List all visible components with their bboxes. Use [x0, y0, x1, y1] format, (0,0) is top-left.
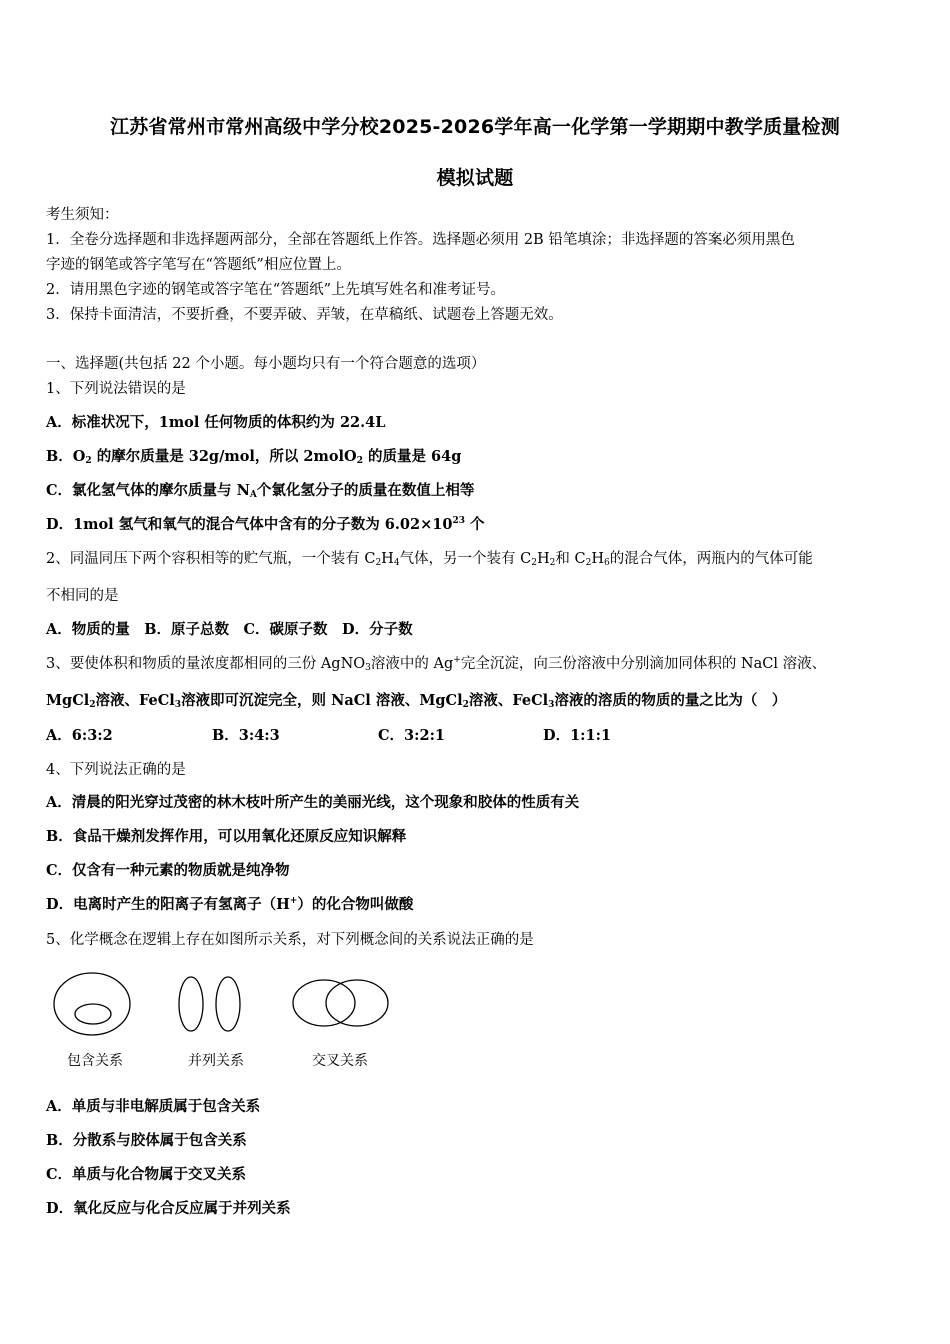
q1-option-a: A．标准状况下，1mol 任何物质的体积约为 22.4L	[46, 414, 386, 431]
q3-option-b: B．3:4:3	[212, 727, 280, 744]
q5-option-b: B．分散系与胶体属于包含关系	[46, 1132, 247, 1149]
parallel-left-ellipse	[179, 977, 203, 1031]
diagram-label-inclusion: 包含关系	[67, 1053, 123, 1069]
q5-option-d: D．氧化反应与化合反应属于并列关系	[46, 1200, 291, 1217]
inclusion-inner-ellipse	[75, 1004, 111, 1024]
q3-option-d: D．1:1:1	[543, 727, 612, 744]
q5-stem: 5、化学概念在逻辑上存在如图所示关系，对下列概念间的关系说法正确的是	[46, 932, 534, 948]
q3-stem-line-1: 3、要使体积和物质的量浓度都相同的三份 AgNO$_3$溶液中的 Ag+完全沉淀，向三份溶液中分别滴加同体积的 NaCl 溶液、	[46, 655, 827, 673]
q5-option-a: A．单质与非电解质属于包含关系	[46, 1098, 261, 1115]
q3-option-c: C．3:2:1	[378, 727, 446, 744]
q4-option-c: C．仅含有一种元素的物质就是纯净物	[46, 862, 290, 879]
q1-option-b: B．$O_2$ 的摩尔质量是 32g/mol，所以 2molO$_2$ 的质量是 64g	[46, 448, 462, 466]
diagram-label-intersect: 交叉关系	[312, 1053, 368, 1069]
diagram-label-parallel: 并列关系	[188, 1053, 244, 1069]
q4-option-d: D．电离时产生的阳离子有氢离子（H+）的化合物叫做酸	[46, 896, 414, 913]
relationship-diagram	[46, 964, 406, 1044]
parallel-right-ellipse	[216, 977, 240, 1031]
q2-stem-line-2: 不相同的是	[46, 588, 119, 604]
q2-options: A．物质的量 B．原子总数 C．碳原子数 D．分子数	[46, 621, 413, 638]
notice-item-1b: 字迹的钢笔或答字笔写在“答题纸”相应位置上。	[46, 257, 351, 273]
notice-item-3: 3．保持卡面清洁，不要折叠，不要弄破、弄皱，在草稿纸、试题卷上答题无效。	[46, 307, 563, 323]
q1-stem: 1、下列说法错误的是	[46, 381, 186, 397]
title-line-1: 江苏省常州市常州高级中学分校2025-2026学年高一化学第一学期期中教学质量检测	[110, 116, 840, 138]
notice-item-2: 2．请用黑色字迹的钢笔或答字笔在“答题纸”上先填写姓名和准考证号。	[46, 282, 506, 298]
notice-item-1a: 1．全卷分选择题和非选择题两部分，全部在答题纸上作答。选择题必须用 2B 铅笔填涂；非选择题的答案必须用黑色	[46, 232, 795, 248]
q1-option-c: C．氯化氢气体的摩尔质量与 $N_A$个氯化氢分子的质量在数值上相等	[46, 482, 475, 500]
q4-stem: 4、下列说法正确的是	[46, 762, 186, 778]
q5-option-c: C．单质与化合物属于交叉关系	[46, 1166, 247, 1183]
q4-option-a: A．清晨的阳光穿过茂密的林木枝叶所产生的美丽光线，这个现象和胶体的性质有关	[46, 794, 580, 811]
title-line-2: 模拟试题	[436, 167, 514, 189]
notice-heading: 考生须知：	[46, 207, 119, 223]
section-heading: 一、选择题(共包括 22 个小题。每小题均只有一个符合题意的选项）	[46, 356, 486, 372]
q2-stem-line-1: 2、同温同压下两个容积相等的贮气瓶，一个装有 $C_2H_4$气体，另一个装有 $C_2H_2$和 $C_2H_6$的混合气体，两瓶内的气体可能	[46, 551, 813, 568]
q3-stem-line-2: MgCl$_2$溶液、FeCl$_3$溶液即可沉淀完全，则 NaCl 溶液、MgCl$_2$溶液、FeCl$_3$溶液的溶质的物质的量之比为（ ）	[46, 692, 787, 710]
intersect-right-ellipse	[326, 980, 388, 1026]
intersect-left-ellipse	[293, 980, 355, 1026]
q4-option-b: B．食品干燥剂发挥作用，可以用氧化还原反应知识解释	[46, 828, 407, 845]
q3-option-a: A．6:3:2	[46, 727, 113, 744]
q1-option-d: D．1mol 氢气和氧气的混合气体中含有的分子数为 $6.02\times 10^{23}$ 个	[46, 516, 485, 533]
